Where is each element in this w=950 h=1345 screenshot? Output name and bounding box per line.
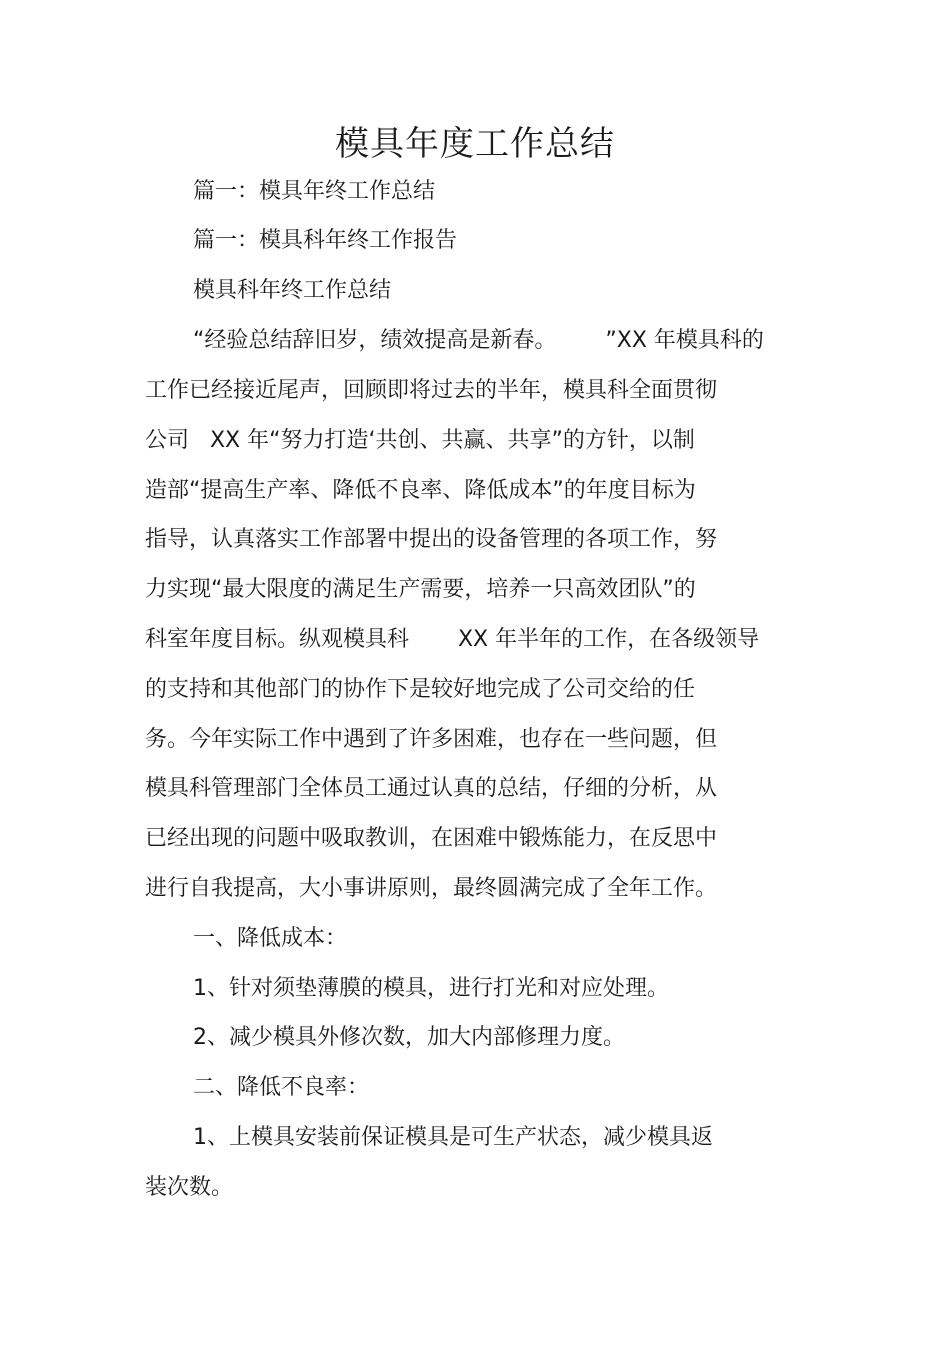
paragraph-line: 造部“提高生产率、降低不良率、降低成本”的年度目标为 xyxy=(145,478,696,503)
paragraph-line: 进行自我提高，大小事讲原则，最终圆满完成了全年工作。 xyxy=(145,876,718,901)
document-title: 模具年度工作总结 xyxy=(335,124,615,164)
section-heading-cost: 一、降低成本： xyxy=(193,926,348,951)
list-item: 2、减少模具外修次数，加大内部修理力度。 xyxy=(193,1025,625,1050)
list-item: 1、针对须垫薄膜的模具，进行打光和对应处理。 xyxy=(193,976,669,1001)
paragraph-line: 科室年度目标。纵观模具科 XX 年半年的工作，在各级领导 xyxy=(145,627,760,652)
list-item: 1、上模具安装前保证模具是可生产状态，减少模具返 xyxy=(193,1125,713,1150)
paragraph-line: 装次数。 xyxy=(145,1175,234,1200)
paragraph-line: 务。今年实际工作中遇到了许多困难，也存在一些问题，但 xyxy=(145,727,718,752)
paragraph-line: 指导，认真落实工作部署中提出的设备管理的各项工作，努 xyxy=(145,527,718,552)
section-heading-1: 篇一：模具年终工作总结 xyxy=(193,179,436,204)
paragraph-line: 已经出现的问题中吸取教训，在困难中锻炼能力，在反思中 xyxy=(145,826,718,851)
section-heading-3: 模具科年终工作总结 xyxy=(193,278,392,303)
paragraph-line: 模具科管理部门全体员工通过认真的总结，仔细的分析，从 xyxy=(145,776,718,801)
paragraph-line: 力实现“最大限度的满足生产需要，培养一只高效团队”的 xyxy=(145,577,696,602)
paragraph-line: 公司 XX 年“努力打造‘共创、共赢、共享”的方针，以制 xyxy=(145,428,695,453)
paragraph-line: 的支持和其他部门的协作下是较好地完成了公司交给的任 xyxy=(145,677,696,702)
paragraph-line: 工作已经接近尾声，回顾即将过去的半年，模具科全面贯彻 xyxy=(145,378,718,403)
section-heading-2: 篇一：模具科年终工作报告 xyxy=(193,228,458,253)
section-heading-defect: 二、降低不良率： xyxy=(193,1075,370,1100)
paragraph-line: “经验总结辞旧岁，绩效提高是新春。 ”XX 年模具科的 xyxy=(193,328,764,353)
